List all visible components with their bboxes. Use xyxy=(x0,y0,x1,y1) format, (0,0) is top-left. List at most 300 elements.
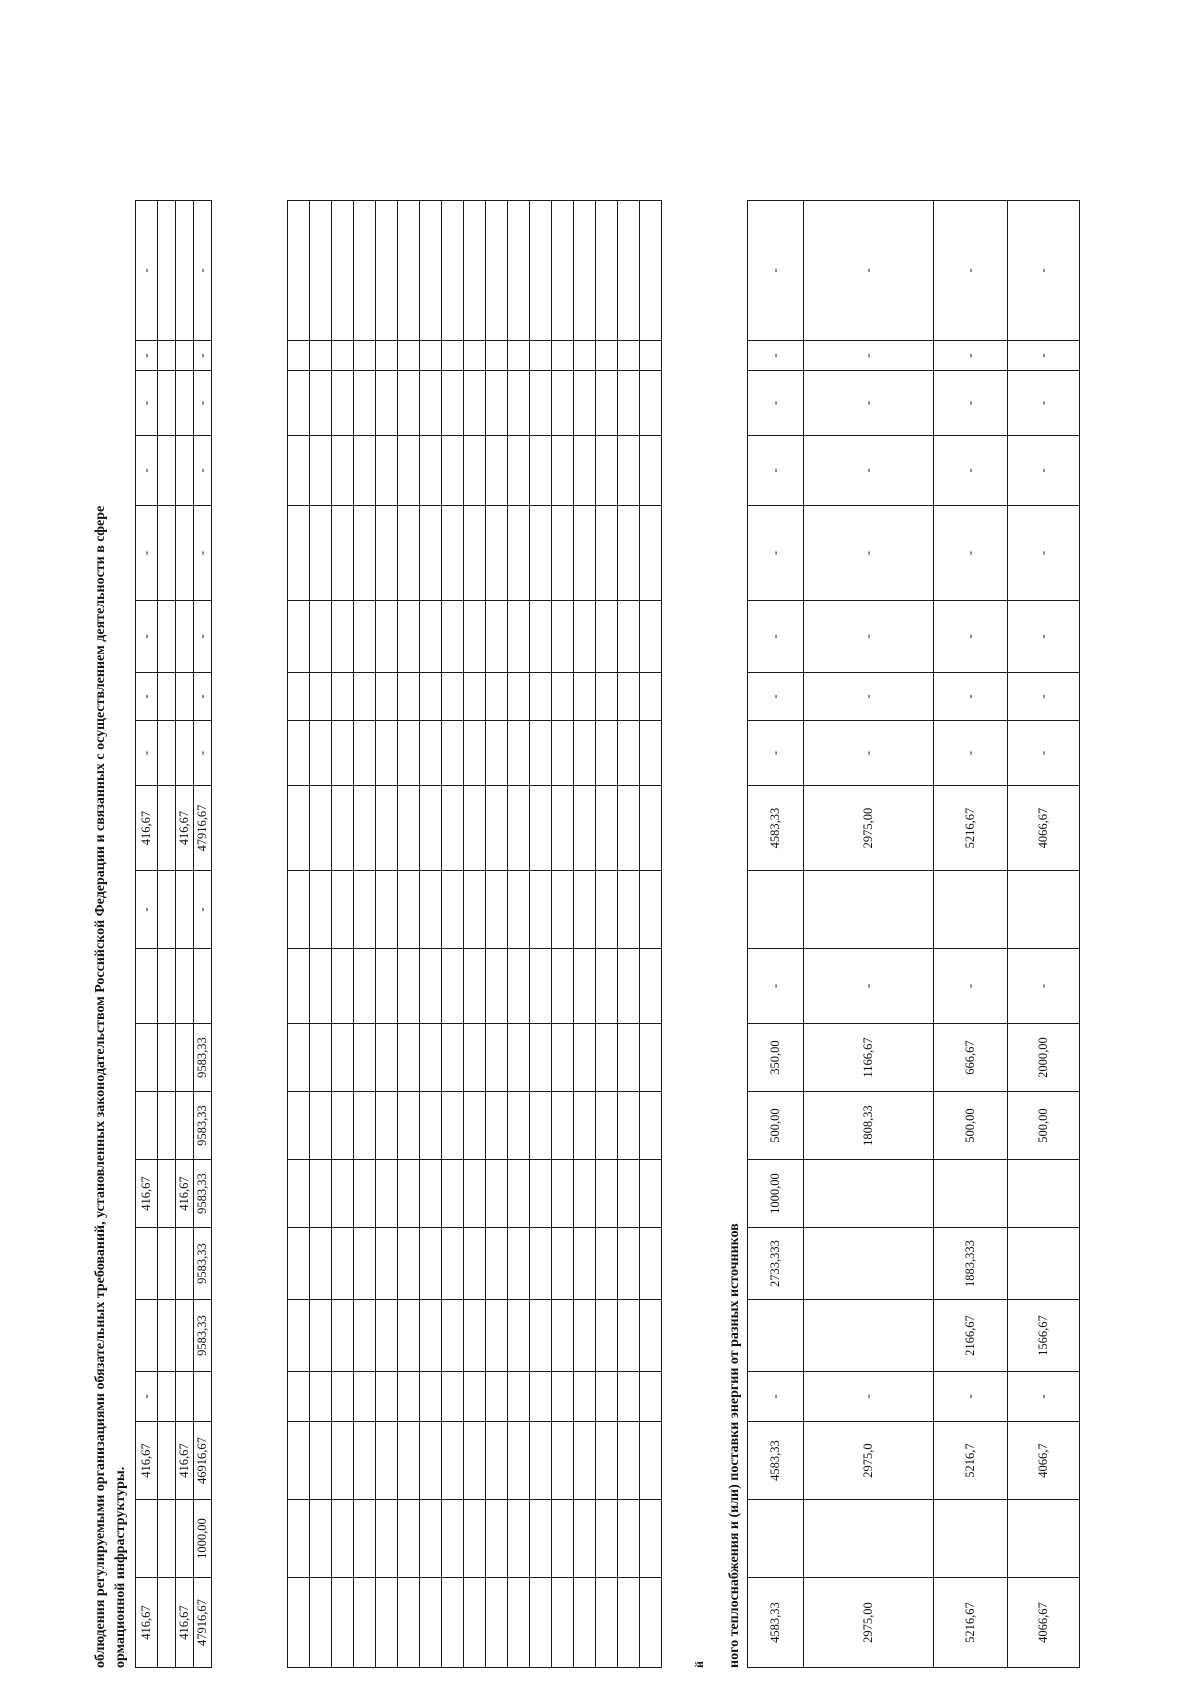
empty-cell xyxy=(354,673,376,721)
empty-cell xyxy=(574,1160,596,1228)
empty-cell xyxy=(596,1422,618,1500)
empty-cell xyxy=(486,1578,508,1668)
empty-cell xyxy=(618,1228,640,1300)
empty-cell xyxy=(354,1228,376,1300)
empty-cell xyxy=(310,201,332,341)
top-table-cell xyxy=(158,786,176,871)
bottom-table-cell: 2975,0 xyxy=(804,1422,934,1500)
bottom-table-cell: 5216,7 xyxy=(934,1422,1008,1500)
empty-cell xyxy=(596,341,618,371)
top-table-cell: 9583,33 xyxy=(194,1300,212,1372)
empty-cell xyxy=(596,786,618,871)
empty-cell xyxy=(574,1372,596,1422)
empty-cell xyxy=(486,1372,508,1422)
empty-cell xyxy=(596,673,618,721)
empty-cell xyxy=(420,949,442,1024)
empty-cell xyxy=(530,506,552,601)
top-table-cell: 9583,33 xyxy=(194,1092,212,1160)
empty-cell xyxy=(530,1422,552,1500)
empty-cell xyxy=(398,1024,420,1092)
empty-cell xyxy=(574,1228,596,1300)
bottom-table-cell: - xyxy=(1008,1372,1080,1422)
empty-cell xyxy=(574,1300,596,1372)
empty-cell xyxy=(464,506,486,601)
empty-cell xyxy=(398,1500,420,1578)
empty-cell xyxy=(420,1422,442,1500)
empty-cell xyxy=(442,1372,464,1422)
empty-cell xyxy=(398,1372,420,1422)
empty-cell xyxy=(310,786,332,871)
empty-cell xyxy=(640,1422,662,1500)
empty-cell xyxy=(574,786,596,871)
empty-cell xyxy=(464,1024,486,1092)
empty-cell xyxy=(398,1160,420,1228)
empty-cell xyxy=(618,601,640,673)
bottom-table-cell: - xyxy=(804,949,934,1024)
empty-cell xyxy=(552,1372,574,1422)
empty-cell xyxy=(376,721,398,786)
empty-cell xyxy=(442,601,464,673)
empty-cell xyxy=(376,871,398,949)
empty-cell xyxy=(398,436,420,506)
empty-table-row xyxy=(464,201,486,1668)
bottom-table-cell: 500,00 xyxy=(748,1092,804,1160)
empty-cell xyxy=(288,1422,310,1500)
empty-cell xyxy=(486,1160,508,1228)
empty-cell xyxy=(552,1024,574,1092)
bottom-table-cell: 5216,67 xyxy=(934,786,1008,871)
empty-cell xyxy=(376,786,398,871)
empty-cell xyxy=(332,1422,354,1500)
empty-cell xyxy=(354,601,376,673)
empty-cell xyxy=(486,371,508,436)
bottom-table-cell: 2733,333 xyxy=(748,1228,804,1300)
top-table-cell xyxy=(176,1228,194,1300)
empty-cell xyxy=(420,341,442,371)
empty-cell xyxy=(574,1500,596,1578)
bottom-table-cell: - xyxy=(1008,201,1080,341)
top-table-cell xyxy=(136,1024,158,1092)
top-table-cell xyxy=(176,371,194,436)
empty-cell xyxy=(640,1228,662,1300)
empty-cell xyxy=(442,1300,464,1372)
empty-table-row xyxy=(398,201,420,1668)
top-table-cell: 1000,00 xyxy=(194,1500,212,1578)
top-table-cell: - xyxy=(136,341,158,371)
bottom-table-cell xyxy=(1008,871,1080,949)
empty-cell xyxy=(508,341,530,371)
empty-cell xyxy=(420,673,442,721)
empty-cell xyxy=(486,721,508,786)
empty-cell xyxy=(332,201,354,341)
empty-cell xyxy=(398,1228,420,1300)
empty-cell xyxy=(618,673,640,721)
top-table-cell: 9583,33 xyxy=(194,1024,212,1092)
bottom-table-cell: - xyxy=(934,506,1008,601)
empty-cell xyxy=(596,1160,618,1228)
bottom-table-cell: - xyxy=(804,371,934,436)
bottom-table-cell: 350,00 xyxy=(748,1024,804,1092)
empty-cell xyxy=(552,601,574,673)
bottom-table-cell: - xyxy=(748,1372,804,1422)
empty-cell xyxy=(376,506,398,601)
empty-cell xyxy=(574,601,596,673)
empty-cell xyxy=(508,1092,530,1160)
empty-cell xyxy=(552,949,574,1024)
empty-cell xyxy=(420,1092,442,1160)
top-table-cell: 416,67 xyxy=(176,1578,194,1668)
bottom-table-cell: 1808,33 xyxy=(804,1092,934,1160)
top-table-cell: - xyxy=(194,436,212,506)
empty-cell xyxy=(574,871,596,949)
top-table-cell: - xyxy=(136,721,158,786)
top-table-cell: - xyxy=(194,506,212,601)
bottom-table-cell: 1166,67 xyxy=(804,1024,934,1092)
empty-cell xyxy=(530,371,552,436)
top-table-cell xyxy=(158,1422,176,1500)
bottom-table-cell xyxy=(804,1160,934,1228)
empty-cell xyxy=(420,371,442,436)
bottom-table-cell: 2975,00 xyxy=(804,1578,934,1668)
empty-cell xyxy=(464,201,486,341)
empty-cell xyxy=(442,871,464,949)
top-table-cell xyxy=(158,371,176,436)
bottom-table-cell: - xyxy=(1008,341,1080,371)
empty-cell xyxy=(310,1422,332,1500)
empty-cell xyxy=(332,506,354,601)
empty-cell xyxy=(310,1500,332,1578)
empty-cell xyxy=(354,949,376,1024)
empty-cell xyxy=(288,949,310,1024)
empty-cell xyxy=(640,1500,662,1578)
empty-cell xyxy=(420,1160,442,1228)
bottom-table-cell: - xyxy=(1008,673,1080,721)
empty-cell xyxy=(508,673,530,721)
top-table-cell: - xyxy=(136,371,158,436)
top-table-cell xyxy=(158,1578,176,1668)
top-table-cell xyxy=(136,1228,158,1300)
empty-cell xyxy=(354,1500,376,1578)
empty-cell xyxy=(552,201,574,341)
empty-table-row xyxy=(310,201,332,1668)
empty-cell xyxy=(530,1372,552,1422)
empty-table-row xyxy=(442,201,464,1668)
empty-table-row xyxy=(332,201,354,1668)
empty-cell xyxy=(530,786,552,871)
empty-cell xyxy=(486,1024,508,1092)
empty-cell xyxy=(618,1092,640,1160)
empty-cell xyxy=(640,341,662,371)
top-table-cell xyxy=(176,1092,194,1160)
empty-cell xyxy=(530,1228,552,1300)
empty-cell xyxy=(618,371,640,436)
top-table-cell xyxy=(158,601,176,673)
empty-cell xyxy=(618,506,640,601)
empty-cell xyxy=(618,341,640,371)
empty-cell xyxy=(596,506,618,601)
bottom-table-cell xyxy=(804,1300,934,1372)
empty-cell xyxy=(640,436,662,506)
empty-cell xyxy=(464,1160,486,1228)
empty-cell xyxy=(376,1422,398,1500)
top-table-cell: 46916,67 xyxy=(194,1422,212,1500)
empty-cell xyxy=(332,371,354,436)
empty-cell xyxy=(486,201,508,341)
empty-cell xyxy=(574,1024,596,1092)
empty-cell xyxy=(310,1372,332,1422)
empty-cell xyxy=(508,1578,530,1668)
bottom-table-cell: 5216,67 xyxy=(934,1578,1008,1668)
empty-cell xyxy=(464,1300,486,1372)
bottom-table-cell: 1566,67 xyxy=(1008,1300,1080,1372)
empty-cell xyxy=(420,506,442,601)
empty-cell xyxy=(640,1024,662,1092)
empty-cell xyxy=(354,436,376,506)
empty-cell xyxy=(354,341,376,371)
bottom-table-cell: - xyxy=(1008,436,1080,506)
top-table-cell xyxy=(158,1372,176,1422)
empty-cell xyxy=(596,601,618,673)
empty-cell xyxy=(310,1024,332,1092)
empty-cell xyxy=(354,1578,376,1668)
empty-cell xyxy=(486,601,508,673)
empty-cell xyxy=(332,601,354,673)
empty-cell xyxy=(398,871,420,949)
empty-cell xyxy=(508,1500,530,1578)
empty-cell xyxy=(530,601,552,673)
empty-cell xyxy=(420,1300,442,1372)
empty-cell xyxy=(310,1228,332,1300)
table-row xyxy=(158,201,176,1668)
empty-cell xyxy=(288,1500,310,1578)
empty-cell xyxy=(486,1300,508,1372)
empty-cell xyxy=(640,1578,662,1668)
empty-table-row xyxy=(354,201,376,1668)
empty-cell xyxy=(464,1372,486,1422)
top-table-cell xyxy=(158,341,176,371)
top-table-cell xyxy=(136,1092,158,1160)
bottom-table-cell: - xyxy=(804,673,934,721)
empty-cell xyxy=(288,201,310,341)
empty-cell xyxy=(332,436,354,506)
bottom-table-cell: - xyxy=(804,1372,934,1422)
empty-cell xyxy=(640,1160,662,1228)
top-table-cell: - xyxy=(194,871,212,949)
top-table-cell xyxy=(176,1300,194,1372)
empty-cell xyxy=(464,871,486,949)
empty-cell xyxy=(310,506,332,601)
empty-cell xyxy=(552,871,574,949)
top-table-cell: 9583,33 xyxy=(194,1228,212,1300)
empty-cell xyxy=(508,601,530,673)
bottom-table-cell xyxy=(934,1160,1008,1228)
empty-cell xyxy=(618,436,640,506)
empty-cell xyxy=(640,601,662,673)
empty-cell xyxy=(508,786,530,871)
bottom-table-cell: - xyxy=(934,1372,1008,1422)
empty-cell xyxy=(464,949,486,1024)
top-table-cell xyxy=(176,1024,194,1092)
top-table-cell xyxy=(158,1092,176,1160)
empty-cell xyxy=(574,436,596,506)
empty-cell xyxy=(442,1024,464,1092)
top-table-cell xyxy=(158,1500,176,1578)
empty-cell xyxy=(332,871,354,949)
empty-table-row xyxy=(420,201,442,1668)
empty-cell xyxy=(442,341,464,371)
empty-cell xyxy=(596,371,618,436)
empty-cell xyxy=(530,673,552,721)
empty-cell xyxy=(420,1228,442,1300)
empty-cell xyxy=(288,871,310,949)
bottom-table-cell xyxy=(804,1500,934,1578)
empty-cell xyxy=(376,371,398,436)
top-table-cell xyxy=(194,949,212,1024)
empty-cell xyxy=(552,371,574,436)
empty-cell xyxy=(398,1300,420,1372)
empty-cell xyxy=(310,436,332,506)
empty-cell xyxy=(486,341,508,371)
empty-cell xyxy=(442,949,464,1024)
rotated-landscape-sheet xyxy=(87,21,1150,1668)
empty-cell xyxy=(420,1500,442,1578)
top-table-cell: 47916,67 xyxy=(194,1578,212,1668)
empty-cell xyxy=(618,1024,640,1092)
bottom-table-cell: 1000,00 xyxy=(748,1160,804,1228)
empty-cell xyxy=(420,436,442,506)
bottom-table-cell: - xyxy=(1008,949,1080,1024)
empty-cell xyxy=(552,1300,574,1372)
empty-cell xyxy=(508,871,530,949)
top-table-cell xyxy=(136,949,158,1024)
bottom-table-cell: 500,00 xyxy=(934,1092,1008,1160)
top-table-cell xyxy=(176,436,194,506)
empty-cell xyxy=(442,1092,464,1160)
empty-cell xyxy=(354,1300,376,1372)
empty-cell xyxy=(332,786,354,871)
empty-cell xyxy=(332,1228,354,1300)
empty-cell xyxy=(618,786,640,871)
empty-cell xyxy=(310,1160,332,1228)
top-table-cell xyxy=(194,1372,212,1422)
empty-cell xyxy=(310,371,332,436)
bottom-table-cell xyxy=(804,1228,934,1300)
bottom-table-cell: 4583,33 xyxy=(748,1422,804,1500)
top-table-cell xyxy=(158,506,176,601)
empty-cell xyxy=(596,721,618,786)
top-table-cell xyxy=(158,1228,176,1300)
empty-cell xyxy=(486,1228,508,1300)
empty-cell xyxy=(574,506,596,601)
empty-table-row xyxy=(376,201,398,1668)
bottom-table-cell: 1883,333 xyxy=(934,1228,1008,1300)
empty-table-row xyxy=(596,201,618,1668)
empty-cell xyxy=(530,1160,552,1228)
empty-cell xyxy=(442,1578,464,1668)
empty-cell xyxy=(288,506,310,601)
empty-cell xyxy=(288,1024,310,1092)
empty-cell xyxy=(398,1578,420,1668)
empty-cell xyxy=(464,1500,486,1578)
empty-cell xyxy=(508,201,530,341)
empty-cell xyxy=(442,506,464,601)
empty-cell xyxy=(332,1300,354,1372)
empty-cell xyxy=(640,949,662,1024)
top-table-cell xyxy=(176,506,194,601)
empty-cell xyxy=(596,436,618,506)
empty-cell xyxy=(376,436,398,506)
empty-cell xyxy=(530,1500,552,1578)
bottom-table-cell: - xyxy=(1008,506,1080,601)
empty-cell xyxy=(574,1578,596,1668)
empty-cell xyxy=(464,673,486,721)
empty-cell xyxy=(508,1372,530,1422)
empty-cell xyxy=(398,201,420,341)
empty-cell xyxy=(552,506,574,601)
empty-cell xyxy=(508,506,530,601)
empty-cell xyxy=(552,1228,574,1300)
empty-table-row xyxy=(508,201,530,1668)
bottom-table-cell: - xyxy=(934,341,1008,371)
bottom-table-cell: - xyxy=(804,201,934,341)
empty-cell xyxy=(354,871,376,949)
empty-cell xyxy=(596,1500,618,1578)
empty-cell xyxy=(574,1422,596,1500)
empty-cell xyxy=(596,871,618,949)
empty-cell xyxy=(552,1092,574,1160)
empty-cell xyxy=(596,1578,618,1668)
empty-cell xyxy=(332,1024,354,1092)
empty-cell xyxy=(442,201,464,341)
empty-cell xyxy=(376,1024,398,1092)
empty-cell xyxy=(376,201,398,341)
empty-cell xyxy=(552,1422,574,1500)
empty-cell xyxy=(574,721,596,786)
empty-table-row xyxy=(552,201,574,1668)
empty-cell xyxy=(464,1422,486,1500)
empty-cell xyxy=(442,1228,464,1300)
empty-cell xyxy=(508,1160,530,1228)
empty-cell xyxy=(310,1300,332,1372)
empty-table-row xyxy=(574,201,596,1668)
empty-cell xyxy=(596,949,618,1024)
empty-cell xyxy=(288,1092,310,1160)
top-table-cell: 416,67 xyxy=(136,786,158,871)
empty-cell xyxy=(442,1160,464,1228)
bottom-table-cell: 4583,33 xyxy=(748,786,804,871)
bottom-table-cell: - xyxy=(934,601,1008,673)
bottom-table-cell: - xyxy=(934,721,1008,786)
empty-cell xyxy=(398,1422,420,1500)
empty-cell xyxy=(310,341,332,371)
top-table-cell: 416,67 xyxy=(176,1160,194,1228)
empty-cell xyxy=(398,721,420,786)
empty-cell xyxy=(420,1372,442,1422)
empty-cell xyxy=(508,1024,530,1092)
bottom-table-cell: - xyxy=(748,949,804,1024)
bottom-table-cell: - xyxy=(804,506,934,601)
bottom-table-cell: - xyxy=(934,673,1008,721)
empty-cell xyxy=(376,949,398,1024)
empty-cell xyxy=(508,1300,530,1372)
empty-cell xyxy=(442,371,464,436)
top-table-cell xyxy=(176,341,194,371)
empty-cell xyxy=(398,601,420,673)
empty-cell xyxy=(552,341,574,371)
bottom-table-cell: 500,00 xyxy=(1008,1092,1080,1160)
top-table-cell xyxy=(158,871,176,949)
section-heading-line2: ормационной инфраструктуры. xyxy=(113,1466,128,1668)
